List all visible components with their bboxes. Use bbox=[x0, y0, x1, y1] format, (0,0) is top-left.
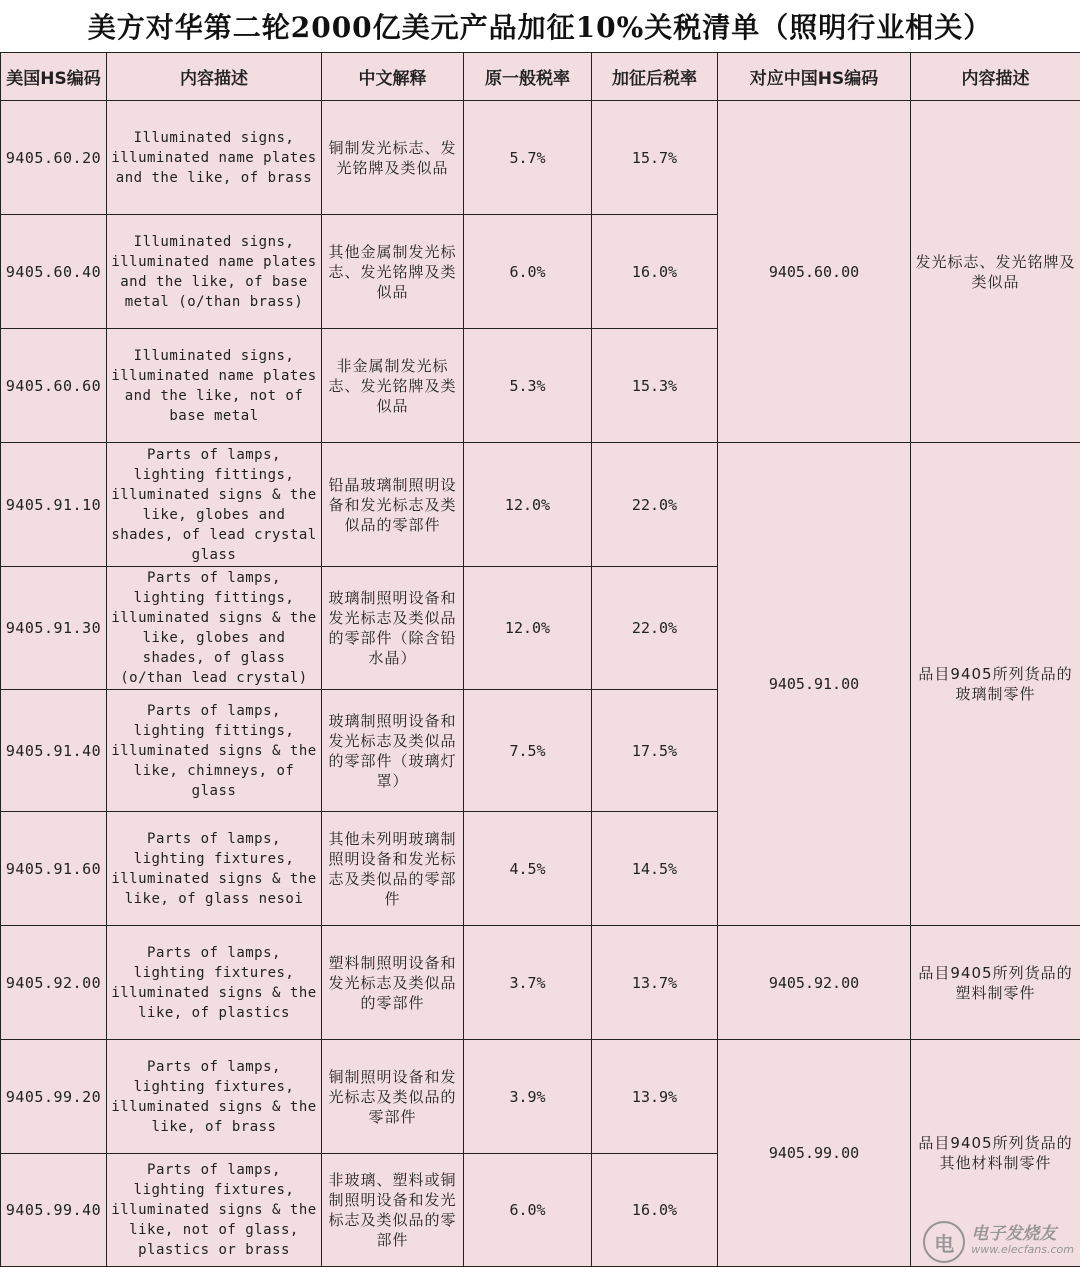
us-hs-code: 9405.92.00 bbox=[1, 926, 107, 1040]
english-description: Parts of lamps, lighting fittings, illuminated signs & the like, chimneys, of glass bbox=[107, 690, 322, 812]
original-rate: 3.9% bbox=[464, 1040, 592, 1154]
chinese-description: 玻璃制照明设备和发光标志及类似品的零部件（玻璃灯罩） bbox=[322, 690, 464, 812]
chinese-description: 非玻璃、塑料或铜制照明设备和发光标志及类似品的零部件 bbox=[322, 1154, 464, 1267]
new-rate: 13.9% bbox=[592, 1040, 718, 1154]
new-rate: 14.5% bbox=[592, 812, 718, 926]
english-description: Illuminated signs, illuminated name plates and the like, of brass bbox=[107, 101, 322, 215]
table-row bbox=[1, 101, 1080, 215]
new-rate: 16.0% bbox=[592, 215, 718, 329]
header-desc-en: 内容描述 bbox=[107, 53, 322, 101]
watermark-text bbox=[971, 1226, 1074, 1258]
chinese-description: 其他金属制发光标志、发光铭牌及类似品 bbox=[322, 215, 464, 329]
page-title: 美方对华第二轮2000亿美元产品加征10%关税清单（照明行业相关） bbox=[87, 11, 993, 44]
us-hs-code: 9405.91.40 bbox=[1, 690, 107, 812]
original-rate: 5.7% bbox=[464, 101, 592, 215]
us-hs-code: 9405.60.40 bbox=[1, 215, 107, 329]
new-rate: 17.5% bbox=[592, 690, 718, 812]
english-description: Parts of lamps, lighting fixtures, illuminated signs & the like, of glass nesoi bbox=[107, 812, 322, 926]
chinese-description: 塑料制照明设备和发光标志及类似品的零部件 bbox=[322, 926, 464, 1040]
chinese-description: 铜制发光标志、发光铭牌及类似品 bbox=[322, 101, 464, 215]
watermark-name: 电子发烧友 bbox=[971, 1224, 1057, 1244]
header-new-rate: 加征后税率 bbox=[592, 53, 718, 101]
english-description: Parts of lamps, lighting fixtures, illuminated signs & the like, not of glass, plastics or brass bbox=[107, 1154, 322, 1267]
original-rate: 3.7% bbox=[464, 926, 592, 1040]
new-rate: 22.0% bbox=[592, 567, 718, 690]
us-hs-code: 9405.91.60 bbox=[1, 812, 107, 926]
new-rate: 15.7% bbox=[592, 101, 718, 215]
us-hs-code: 9405.99.40 bbox=[1, 1154, 107, 1267]
cn-hs-description: 品目9405所列货品的其他材料制零件 bbox=[911, 1040, 1080, 1267]
cn-hs-code: 9405.60.00 bbox=[718, 101, 911, 443]
chinese-description: 非金属制发光标志、发光铭牌及类似品 bbox=[322, 329, 464, 443]
cn-hs-description: 品目9405所列货品的玻璃制零件 bbox=[911, 443, 1080, 926]
header-desc-cn: 中文解释 bbox=[322, 53, 464, 101]
us-hs-code: 9405.99.20 bbox=[1, 1040, 107, 1154]
table-row bbox=[1, 443, 1080, 567]
header-cn-desc: 内容描述 bbox=[911, 53, 1080, 101]
english-description: Parts of lamps, lighting fixtures, illuminated signs & the like, of brass bbox=[107, 1040, 322, 1154]
original-rate: 7.5% bbox=[464, 690, 592, 812]
new-rate: 16.0% bbox=[592, 1154, 718, 1267]
chinese-description: 铅晶玻璃制照明设备和发光标志及类似品的零部件 bbox=[322, 443, 464, 567]
cn-hs-code: 9405.99.00 bbox=[718, 1040, 911, 1267]
chinese-description: 玻璃制照明设备和发光标志及类似品的零部件（除含铅水晶） bbox=[322, 567, 464, 690]
original-rate: 12.0% bbox=[464, 567, 592, 690]
cn-hs-description: 品目9405所列货品的塑料制零件 bbox=[911, 926, 1080, 1040]
us-hs-code: 9405.91.10 bbox=[1, 443, 107, 567]
original-rate: 12.0% bbox=[464, 443, 592, 567]
new-rate: 22.0% bbox=[592, 443, 718, 567]
elecfans-logo-icon: 电 bbox=[923, 1221, 965, 1263]
elecfans-watermark bbox=[923, 1221, 1074, 1263]
english-description: Parts of lamps, lighting fixtures, illuminated signs & the like, of plastics bbox=[107, 926, 322, 1040]
us-hs-code: 9405.60.20 bbox=[1, 101, 107, 215]
header-orig-rate: 原一般税率 bbox=[464, 53, 592, 101]
new-rate: 13.7% bbox=[592, 926, 718, 1040]
header-us-hs: 美国HS编码 bbox=[1, 53, 107, 101]
watermark-url: www.elecfans.com bbox=[971, 1243, 1074, 1256]
cn-hs-code: 9405.92.00 bbox=[718, 926, 911, 1040]
chinese-description: 其他未列明玻璃制照明设备和发光标志及类似品的零部件 bbox=[322, 812, 464, 926]
original-rate: 4.5% bbox=[464, 812, 592, 926]
tariff-table bbox=[0, 52, 1080, 1267]
english-description: Parts of lamps, lighting fittings, illuminated signs & the like, globes and shades, of lead crystal glass bbox=[107, 443, 322, 567]
original-rate: 6.0% bbox=[464, 215, 592, 329]
original-rate: 5.3% bbox=[464, 329, 592, 443]
us-hs-code: 9405.91.30 bbox=[1, 567, 107, 690]
english-description: Illuminated signs, illuminated name plates and the like, not of base metal bbox=[107, 329, 322, 443]
cn-hs-code: 9405.91.00 bbox=[718, 443, 911, 926]
cn-hs-description: 发光标志、发光铭牌及类似品 bbox=[911, 101, 1080, 443]
english-description: Illuminated signs, illuminated name plates and the like, of base metal (o/than brass) bbox=[107, 215, 322, 329]
us-hs-code: 9405.60.60 bbox=[1, 329, 107, 443]
english-description: Parts of lamps, lighting fittings, illuminated signs & the like, globes and shades, of glass (o/than lead crystal) bbox=[107, 567, 322, 690]
chinese-description: 铜制照明设备和发光标志及类似品的零部件 bbox=[322, 1040, 464, 1154]
header-row bbox=[1, 53, 1080, 101]
table-row bbox=[1, 926, 1080, 1040]
new-rate: 15.3% bbox=[592, 329, 718, 443]
header-cn-hs: 对应中国HS编码 bbox=[718, 53, 911, 101]
table-row bbox=[1, 1040, 1080, 1154]
original-rate: 6.0% bbox=[464, 1154, 592, 1267]
